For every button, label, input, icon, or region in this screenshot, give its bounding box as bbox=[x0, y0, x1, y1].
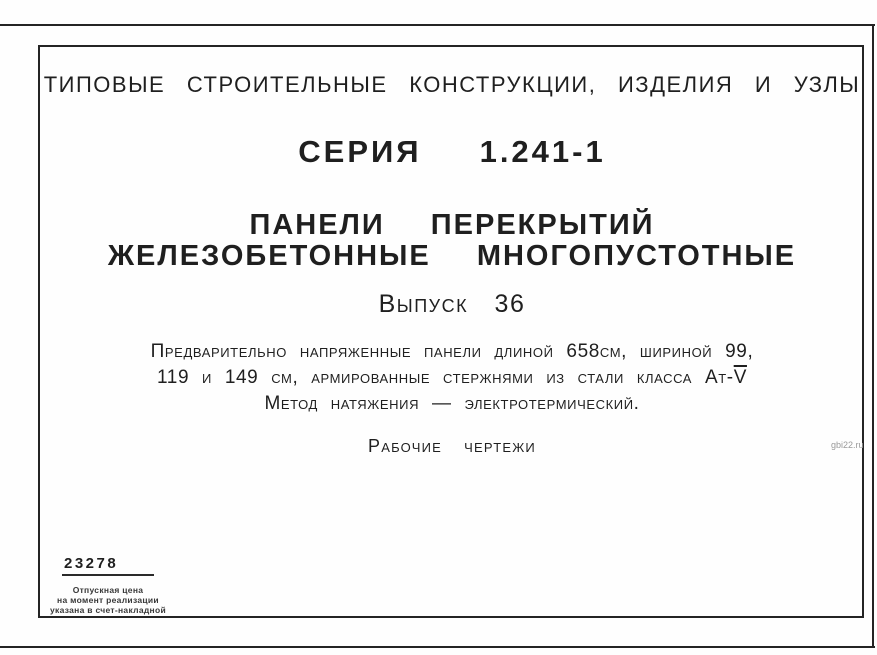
series-line bbox=[38, 134, 866, 170]
description-line-1: Предварительно напряженные панели длиной 658см, шириной 99, bbox=[150, 341, 754, 362]
price-note-line-3: указана в счет-накладной bbox=[49, 605, 166, 615]
description-paragraph bbox=[38, 339, 866, 417]
stamp-number: 23278 bbox=[62, 555, 154, 576]
outer-top-rule bbox=[0, 24, 875, 26]
title-line-1: ПАНЕЛИ ПЕРЕКРЫТИЙ bbox=[249, 209, 655, 241]
description-line-3: Метод натяжения — электротермический. bbox=[264, 393, 640, 414]
description-line-2-text: 119 и 149 см, армированные стержнями из стали класса Ат- bbox=[157, 367, 734, 388]
category-line: ТИПОВЫЕ СТРОИТЕЛЬНЫЕ КОНСТРУКЦИИ, ИЗДЕЛИЯ И УЗЛЫ bbox=[43, 72, 861, 97]
doc-type-line: Рабочие чертежи bbox=[368, 436, 536, 456]
series-number: 1.241-1 bbox=[479, 134, 606, 169]
watermark: gbi22.ru bbox=[831, 440, 864, 450]
outer-right-rule bbox=[872, 24, 874, 648]
title-line-2: ЖЕЛЕЗОБЕТОННЫЕ МНОГОПУСТОТНЫЕ bbox=[107, 240, 797, 272]
price-note-line-1: Отпускная цена bbox=[72, 585, 144, 595]
price-note-line-2: на момент реализации bbox=[57, 595, 159, 605]
outer-bottom-rule bbox=[0, 646, 875, 648]
issue-line: Выпуск 36 bbox=[378, 290, 526, 318]
description-line-2 bbox=[38, 365, 866, 391]
steel-class-mark: $\overline{V}$ bbox=[733, 367, 747, 388]
inner-border-frame bbox=[38, 45, 864, 618]
series-label: СЕРИЯ bbox=[298, 134, 422, 169]
price-note bbox=[36, 585, 180, 615]
